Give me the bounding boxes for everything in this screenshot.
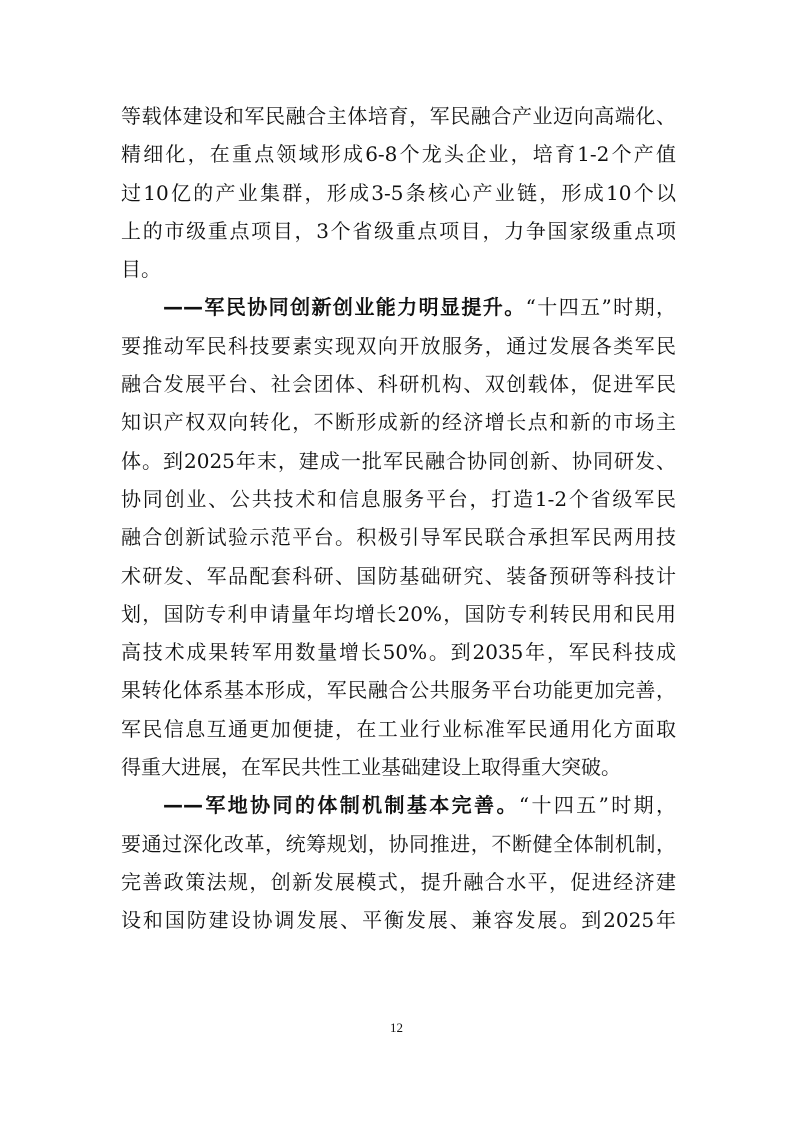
text-line: 体。到2025年末，建成一批军民融合协同创新、协同研发、 <box>121 448 676 473</box>
text-line: 融合创新试验示范平台。积极引导军民联合承担军民两用技 <box>121 525 676 550</box>
text-line: 设和国防建设协调发展、平衡发展、兼容发展。到2025年 <box>121 908 676 933</box>
text-line: 精细化，在重点领域形成6-8个龙头企业，培育1-2个产值 <box>121 142 676 167</box>
text-line: 目。 <box>121 257 161 282</box>
paragraph-1 <box>121 97 676 288</box>
text-line: 协同创业、公共技术和信息服务平台，打造1-2个省级军民 <box>121 486 676 511</box>
text-line: 过10亿的产业集群，形成3-5条核心产业链，形成10个以 <box>121 180 676 205</box>
text-line: 要推动军民科技要素实现双向开放服务，通过发展各类军民 <box>121 333 676 358</box>
text-line: 术研发、军品配套科研、国防基础研究、装备预研等科技计 <box>121 563 676 588</box>
paragraph-first-line <box>121 786 676 824</box>
paragraph-first-line <box>121 288 676 326</box>
text-line: 上的市级重点项目，3个省级重点项目，力争国家级重点项 <box>121 218 676 243</box>
text-run: “十四五”时期， <box>518 793 676 818</box>
text-line: 高技术成果转军用数量增长50%。到2035年，军民科技成 <box>121 640 676 665</box>
text-line: 知识产权双向转化，不断形成新的经济增长点和新的市场主 <box>121 410 676 435</box>
text-line: 融合发展平台、社会团体、科研机构、双创载体，促进军民 <box>121 372 676 397</box>
text-line: 划，国防专利申请量年均增长20%，国防专利转民用和民用 <box>121 601 676 626</box>
paragraph-lead-heading: ——军民协同创新创业能力明显提升。 <box>163 295 526 320</box>
paragraph-2 <box>121 288 676 786</box>
paragraph-lead-heading: ——军地协同的体制机制基本完善。 <box>163 793 519 818</box>
text-line: 等载体建设和军民融合主体培育，军民融合产业迈向高端化、 <box>121 104 676 128</box>
page-number: 12 <box>390 1020 403 1035</box>
text-line: 果转化体系基本形成，军民融合公共服务平台功能更加完善， <box>121 678 676 703</box>
text-line: 得重大进展，在军民共性工业基础建设上取得重大突破。 <box>121 755 621 780</box>
text-line: 要通过深化改革，统筹规划，协同推进，不断健全体制机制， <box>121 831 676 856</box>
paragraph-3 <box>121 786 676 939</box>
text-line: 完善政策法规，创新发展模式，提升融合水平，促进经济建 <box>121 869 676 894</box>
text-line: 军民信息互通更加便捷，在工业行业标准军民通用化方面取 <box>121 716 676 741</box>
body-text <box>121 97 676 940</box>
text-run: “十四五”时期， <box>525 295 677 320</box>
